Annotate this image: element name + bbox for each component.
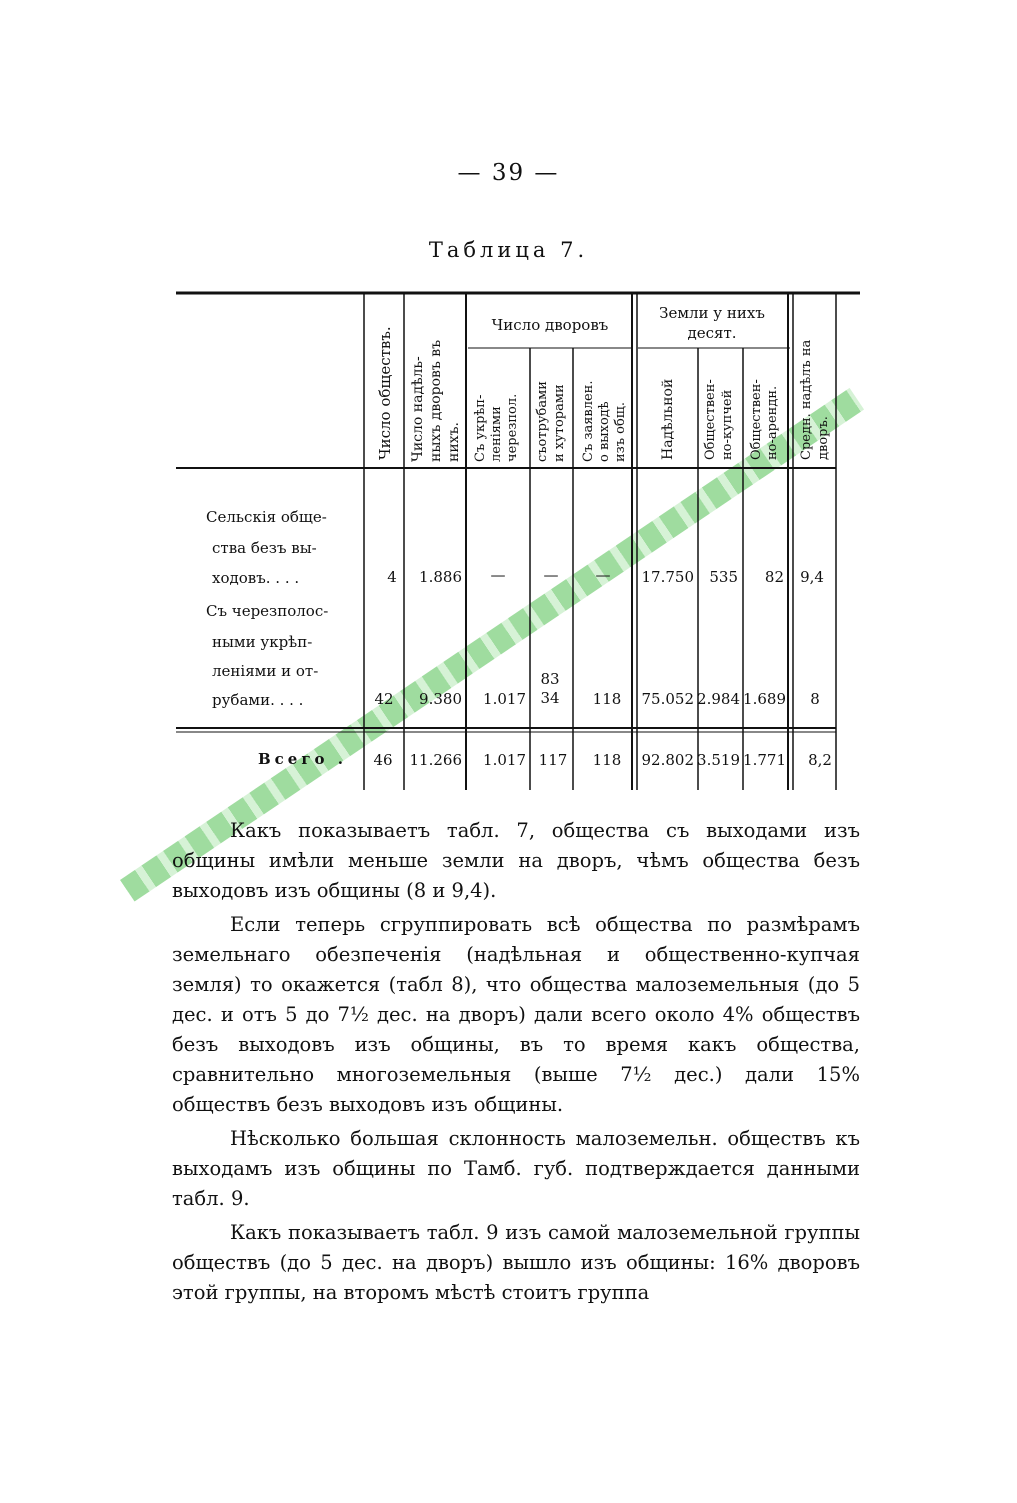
header-land3-1: Обществен- bbox=[749, 379, 764, 460]
header-land3-2: но-арендн. bbox=[765, 385, 780, 460]
table-title: Таблица 7. bbox=[428, 238, 589, 262]
cell-land1: 75.052 bbox=[641, 690, 694, 708]
cell-land1: 92.802 bbox=[641, 751, 694, 769]
cell-sub1: — bbox=[490, 566, 506, 584]
cell-sub2-top: 83 bbox=[540, 670, 560, 688]
cell-societies: 4 bbox=[387, 568, 397, 586]
cell-sub2: 117 bbox=[538, 751, 568, 769]
paragraph: Какъ показываетъ табл. 9 изъ самой малоземельной группы обществъ (до 5 дес. на дворъ) вышло изъ общины: 16% дворовъ этой группы, на второмъ мѣстѣ стоитъ группа bbox=[172, 1221, 860, 1304]
cell-land2: 2.984 bbox=[697, 690, 740, 708]
header-land2-2: но-купчей bbox=[720, 389, 735, 460]
table-row bbox=[206, 602, 820, 709]
body-text bbox=[172, 816, 860, 1312]
cell-households: 11.266 bbox=[409, 751, 462, 769]
cell-sub1: 1.017 bbox=[483, 751, 526, 769]
header-households-1: Число надѣль- bbox=[410, 356, 426, 462]
page-number: — 39 — bbox=[457, 160, 560, 186]
header-sub2-2: и хуторами bbox=[552, 384, 567, 462]
header-sub1-2: леніями bbox=[489, 406, 504, 462]
row-label-line: Сельскія обще- bbox=[206, 508, 327, 526]
cell-societies: 46 bbox=[373, 751, 393, 769]
table-total-row bbox=[258, 750, 832, 769]
cell-land2: 535 bbox=[709, 568, 738, 586]
cell-avg: 9,4 bbox=[800, 568, 824, 586]
cell-households: 9.380 bbox=[419, 690, 462, 708]
header-households-2: ныхъ дворовъ въ bbox=[428, 339, 444, 462]
cell-avg: 8 bbox=[810, 690, 820, 708]
cell-land3: 1.771 bbox=[743, 751, 786, 769]
header-group-dvorov: Число дворовъ bbox=[491, 316, 609, 334]
row-label-line: ными укрѣп- bbox=[212, 633, 313, 651]
cell-land1: 17.750 bbox=[641, 568, 694, 586]
cell-land3: 1.689 bbox=[743, 690, 786, 708]
table-row bbox=[206, 508, 824, 587]
row-label-line: ства безъ вы- bbox=[212, 539, 317, 557]
header-sub1-3: черезпол. bbox=[505, 393, 520, 462]
cell-sub1: 1.017 bbox=[483, 690, 526, 708]
cell-sub3: 118 bbox=[592, 690, 622, 708]
cell-sub3: 118 bbox=[592, 751, 622, 769]
header-land1: Надѣльной bbox=[660, 378, 676, 460]
cell-sub2: — bbox=[543, 566, 559, 584]
header-sub3-3: изъ общ. bbox=[613, 401, 628, 462]
cell-societies: 42 bbox=[374, 690, 394, 708]
header-sub2-1: съотрубами bbox=[535, 381, 550, 462]
row-label-line: ходовъ. . . . bbox=[212, 569, 300, 587]
header-sub3-2: о выходѣ bbox=[597, 401, 612, 462]
paragraph: Если теперь сгруппировать всѣ общества по размѣрамъ земельнаго обезпеченія (надѣльная и общественно-купчая земля) то окажется (табл 8), что общества малоземельныя (до 5 дес. и отъ 5 до 7½ дес. на дворъ) дали всего около 4% обществъ безъ выходовъ изъ общины, въ то время какъ общества, сравнительно многоземельныя (выше 7½ дес.) дали 15% обществъ безъ выходовъ изъ общины. bbox=[172, 913, 860, 1116]
cell-sub2: 34 bbox=[540, 689, 560, 707]
row-label-line: Съ черезполос- bbox=[206, 602, 329, 620]
paragraph: Нѣсколько большая склонность малоземельн. обществъ къ выходамъ изъ общины по Тамб. губ. подтверждается данными табл. 9. bbox=[172, 1127, 860, 1210]
header-group-zemli-2: десят. bbox=[687, 324, 737, 342]
row-label-line: леніями и от- bbox=[212, 662, 319, 680]
header-sub3-1: Съ заявлен. bbox=[581, 380, 596, 462]
header-group-zemli-1: Земли у нихъ bbox=[659, 304, 765, 322]
paragraph: Какъ показываетъ табл. 7, общества съ выходами изъ общины имѣли меньше земли на дворъ, чѣмъ общества безъ выходовъ изъ общины (8 и 9,4). bbox=[172, 819, 860, 902]
cell-sub3: — bbox=[595, 566, 611, 584]
cell-land3: 82 bbox=[764, 568, 784, 586]
header-avg-1: Средн. надѣлъ на bbox=[799, 339, 814, 460]
header-land2-1: Обществен- bbox=[703, 379, 718, 460]
header-societies: Число обществъ. bbox=[376, 326, 394, 460]
header-avg-2: дворъ. bbox=[816, 416, 831, 460]
cell-land2: 3.519 bbox=[697, 751, 740, 769]
header-households-3: нихъ. bbox=[446, 422, 462, 462]
header-sub1-1: Съ укрѣп- bbox=[473, 394, 488, 462]
cell-avg: 8,2 bbox=[808, 751, 832, 769]
total-label: Всего . bbox=[258, 750, 347, 768]
cell-households: 1.886 bbox=[419, 568, 462, 586]
row-label-line: рубами. . . . bbox=[212, 691, 304, 709]
